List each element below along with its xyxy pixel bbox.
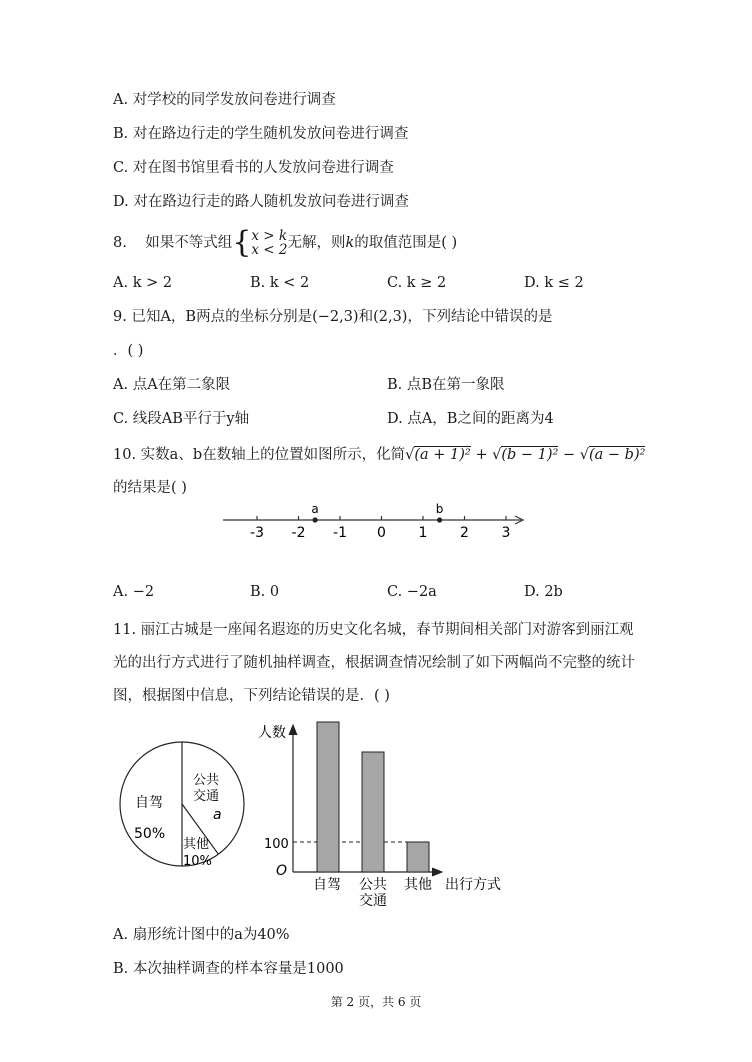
x-axis-arrow-icon	[432, 868, 442, 876]
number-line-point-b	[437, 517, 442, 522]
q9-option-c: C. 线段AB平行于y轴	[113, 411, 250, 427]
q10-option-a: A. −2	[113, 584, 155, 600]
q10-pre: 10. 实数a、b在数轴上的位置如图所示，化简	[113, 447, 406, 463]
pie-self-pct: 50%	[134, 826, 166, 842]
sqrt-3: √(a − b)²	[579, 447, 646, 463]
q11-option-a: A. 扇形统计图中的a为40%	[113, 927, 290, 943]
plus-sign: +	[470, 447, 493, 463]
bar-cat-public-1: 公共	[359, 877, 387, 893]
bar-cat-public-2: 交通	[359, 893, 387, 909]
q8-post: 的取值范围是( )	[354, 235, 458, 251]
q8-option-b: B. k < 2	[250, 275, 310, 291]
minus-sign: −	[558, 447, 580, 463]
sqrt-1: √(a + 1)²	[405, 447, 471, 463]
number-line-point-label-b: b	[435, 502, 444, 516]
q9-option-d: D. 点A，B之间的距离为4	[387, 411, 554, 427]
bar-origin: O	[276, 863, 288, 879]
number-line-tick-label: -2	[291, 525, 306, 541]
q11-option-b: B. 本次抽样调查的样本容量是1000	[113, 961, 344, 977]
number-line-point-label-a: a	[311, 502, 319, 516]
q10-stem	[113, 445, 645, 465]
bar-xlabel: 出行方式	[445, 877, 501, 893]
bar-cat-self: 自驾	[313, 877, 341, 893]
bar-other	[407, 842, 429, 872]
q7-option-c: C. 对在图书馆里看书的人发放问卷进行调查	[113, 160, 394, 176]
sqrt-2: √(b − 1)²	[492, 447, 559, 463]
pie-other-label: 其他	[183, 837, 210, 852]
number-line-point-a	[313, 517, 318, 522]
pie-self-label: 自驾	[135, 795, 163, 811]
q10-option-c: C. −2a	[387, 584, 437, 600]
q7-option-b: B. 对在路边行走的学生随机发放问卷进行调查	[113, 126, 409, 142]
page-footer: 第 2 页，共 6 页	[330, 995, 422, 1009]
bar-cat-other: 其他	[404, 877, 432, 893]
bar-self	[317, 722, 339, 872]
q8-mid: 无解，则	[287, 235, 346, 251]
inequality-system: {x > k x < 2	[232, 225, 288, 260]
q11-stem-line-3: 图，根据图中信息，下列结论错误的是．( )	[113, 688, 390, 704]
number-line-tick-label: 2	[460, 525, 469, 541]
q8-option-d: D. k ≤ 2	[524, 275, 584, 291]
bar-ylabel: 人数	[258, 725, 286, 741]
q8-option-c: C. k ≥ 2	[387, 275, 447, 291]
q8-pre: 如果不等式组	[145, 235, 233, 251]
number-line-tick-label: 0	[377, 525, 386, 541]
pie-public-pct: a	[213, 807, 222, 823]
bar-tick-100: 100	[264, 837, 289, 852]
q10-option-b: B. 0	[250, 584, 280, 600]
q9-option-a: A. 点A在第二象限	[113, 377, 231, 393]
q7-option-d: D. 对在路边行走的路人随机发放问卷进行调查	[113, 194, 409, 210]
number-line	[215, 500, 535, 548]
pie-public-label-2: 交通	[193, 789, 220, 804]
number-line-tick-label: -1	[333, 525, 347, 541]
y-axis-arrow-icon	[289, 725, 297, 735]
q8-stem	[113, 225, 458, 260]
q9-stem-cont: ．( )	[113, 343, 144, 359]
pie-chart	[117, 737, 247, 872]
q10-option-d: D. 2b	[524, 584, 563, 600]
number-line-tick-label: 1	[418, 525, 428, 541]
q11-stem-line-1: 11. 丽江古城是一座闻名遐迩的历史文化名城，春节期间相关部门对游客到丽江观	[113, 622, 634, 638]
bar-public	[362, 752, 384, 872]
q8-number: 8.	[113, 235, 127, 251]
q9-option-b: B. 点B在第一象限	[387, 377, 505, 393]
q10-stem-cont: 的结果是( )	[113, 480, 187, 496]
q11-stem-line-2: 光的出行方式进行了随机抽样调查，根据调查情况绘制了如下两幅尚不完整的统计	[113, 655, 635, 671]
q8-option-a: A. k > 2	[113, 275, 173, 291]
pie-other-pct: 10%	[183, 854, 212, 869]
q9-stem: 9. 已知A，B两点的坐标分别是(−2,3)和(2,3)，下列结论中错误的是	[113, 309, 553, 325]
inequality-row-2: x < 2	[251, 242, 288, 258]
q7-option-a: A. 对学校的同学发放问卷进行调查	[113, 92, 336, 108]
number-line-tick-label: 3	[501, 525, 511, 541]
q8-var: k	[345, 235, 355, 251]
inequality-row-1: x > k	[251, 228, 288, 244]
pie-public-label-1: 公共	[193, 773, 220, 788]
bar-chart	[258, 715, 518, 910]
number-line-tick-label: -3	[250, 525, 264, 541]
